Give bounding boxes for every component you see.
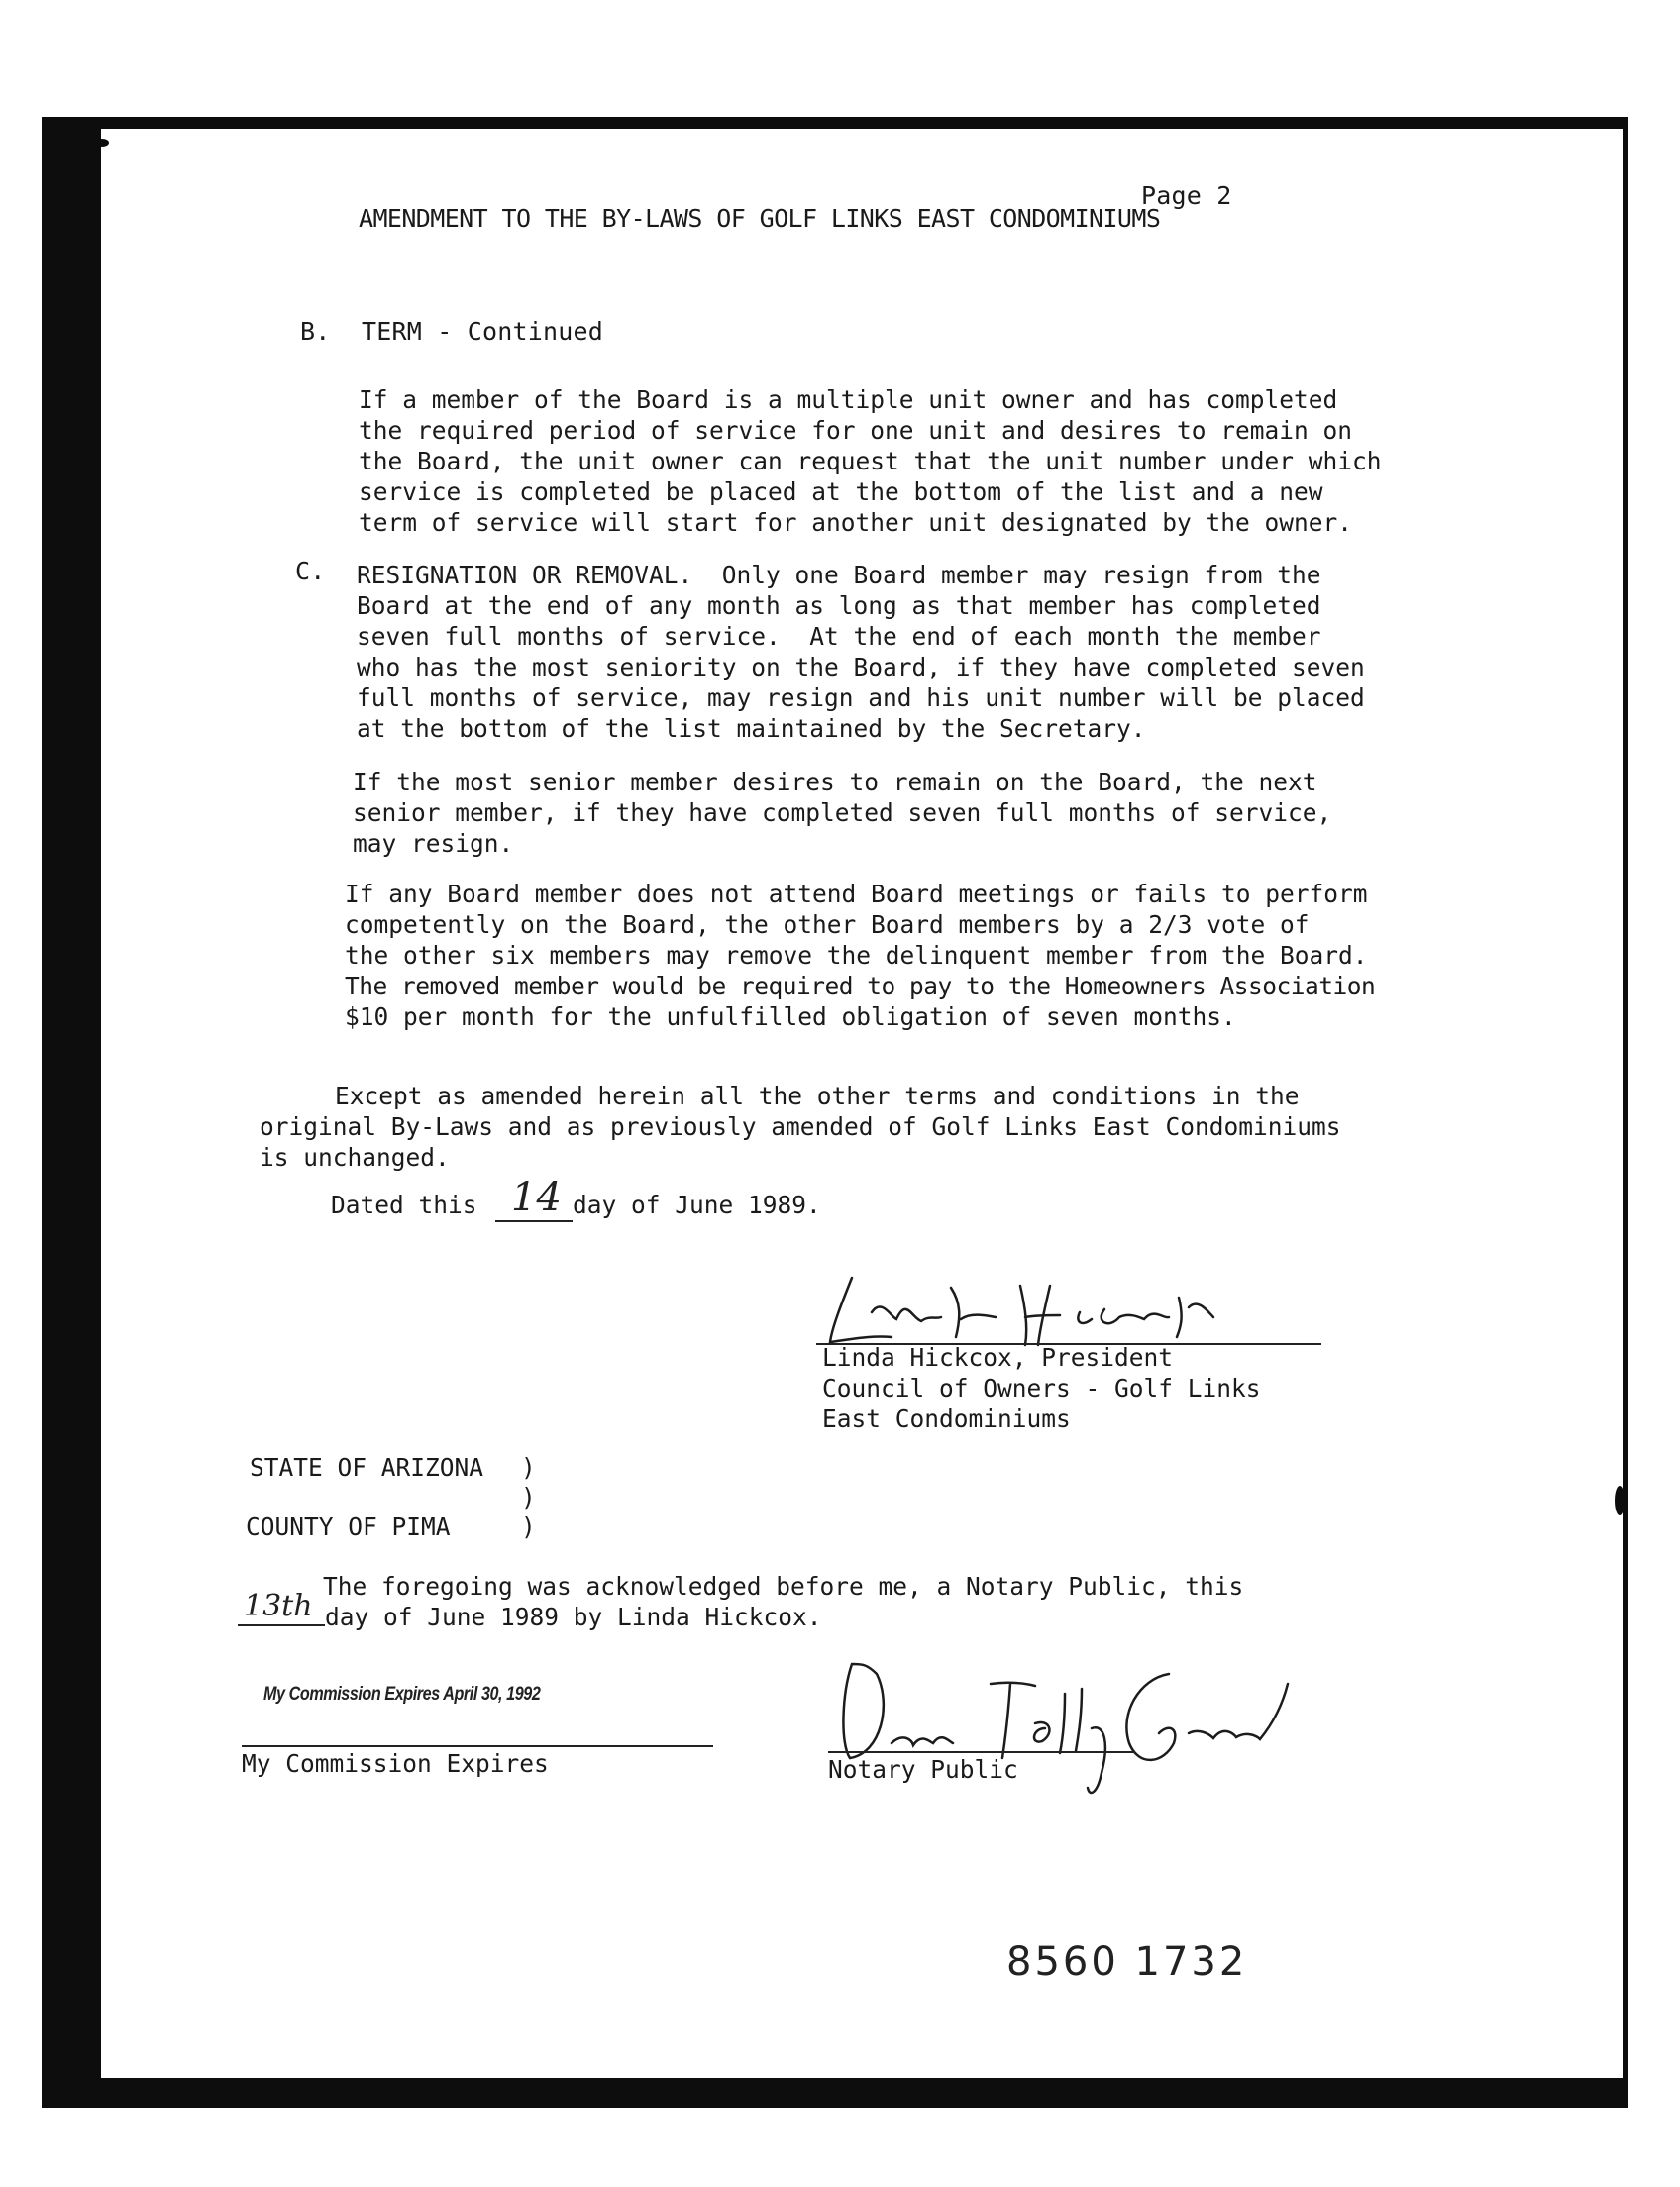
notary-label: Notary Public <box>828 1755 1018 1784</box>
section-b-line: the Board, the unit owner can request that the unit number under which <box>359 447 1382 475</box>
section-c-line: If any Board member does not attend Board meetings or fails to perform <box>345 880 1368 908</box>
closing-line: original By-Laws and as previously amended of Golf Links East Condominiums <box>260 1112 1341 1141</box>
section-c-line: may resign. <box>353 829 514 858</box>
signer-name-title: Linda Hickcox, President <box>822 1343 1174 1372</box>
ack-day-handwritten: 13th <box>244 1589 313 1623</box>
president-signature <box>812 1258 1288 1357</box>
page-number: Page 2 <box>1141 181 1232 210</box>
section-c-line: $10 per month for the unfulfilled obligation of seven months. <box>345 1002 1236 1031</box>
commission-label: My Commission Expires <box>242 1749 549 1778</box>
section-b-line: term of service will start for another unit designated by the owner. <box>359 508 1353 537</box>
section-c-line: full months of service, may resign and his unit number will be placed <box>357 683 1365 712</box>
section-b-line: service is completed be placed at the bottom of the list and a new <box>359 477 1323 506</box>
notary-line <box>828 1751 1135 1753</box>
section-c-line: Board at the end of any month as long as that member has completed <box>357 591 1321 620</box>
section-c-line: If the most senior member desires to remain on the Board, the next <box>353 768 1317 796</box>
section-b-heading: TERM - Continued <box>362 317 604 346</box>
bracket: ) <box>521 1512 536 1541</box>
section-b-letter: B. <box>300 317 331 346</box>
section-c-line: RESIGNATION OR REMOVAL. Only one Board member may resign from the <box>357 561 1321 589</box>
section-c-line: The removed member would be required to pay to the Homeowners Association <box>345 972 1376 1000</box>
dated-day-handwritten: 14 <box>511 1175 562 1220</box>
signer-organization: East Condominiums <box>822 1405 1071 1433</box>
state-label: STATE OF ARIZONA <box>250 1453 484 1482</box>
section-c-line: competently on the Board, the other Board members by a 2/3 vote of <box>345 910 1310 939</box>
ack-day-underline <box>238 1624 325 1626</box>
section-c-line: at the bottom of the list maintained by the Secretary. <box>357 714 1146 743</box>
section-c-line: who has the most seniority on the Board, if they have completed seven <box>357 653 1365 681</box>
closing-line: Except as amended herein all the other terms and conditions in the <box>335 1082 1300 1110</box>
scan-speck <box>1615 1486 1625 1515</box>
dated-prefix: Dated this <box>331 1191 477 1219</box>
section-b-line: the required period of service for one unit and desires to remain on <box>359 416 1353 445</box>
county-label: COUNTY OF PIMA <box>246 1512 451 1541</box>
commission-stamp: My Commission Expires April 30, 1992 <box>263 1684 541 1705</box>
closing-line: is unchanged. <box>260 1143 450 1172</box>
dated-day-underline <box>495 1220 573 1222</box>
dated-suffix: day of June 1989. <box>573 1191 821 1219</box>
recording-number: 8560 1732 <box>1006 1939 1248 1985</box>
section-c-line: the other six members may remove the delinquent member from the Board. <box>345 941 1368 970</box>
signer-organization: Council of Owners - Golf Links <box>822 1374 1261 1403</box>
acknowledgment-line: The foregoing was acknowledged before me, a Notary Public, this <box>323 1572 1244 1601</box>
document-title: AMENDMENT TO THE BY-LAWS OF GOLF LINKS EAST CONDOMINIUMS <box>359 204 1161 233</box>
section-b-line: If a member of the Board is a multiple unit owner and has completed <box>359 385 1338 414</box>
scan-speck <box>95 139 109 147</box>
section-c-line: seven full months of service. At the end of each month the member <box>357 622 1321 651</box>
section-c-letter: C. <box>295 557 326 585</box>
bracket: ) <box>521 1453 536 1482</box>
section-c-line: senior member, if they have completed seven full months of service, <box>353 798 1332 827</box>
acknowledgment-line: day of June 1989 by Linda Hickcox. <box>325 1603 822 1631</box>
bracket: ) <box>521 1483 536 1511</box>
commission-line <box>242 1745 713 1747</box>
